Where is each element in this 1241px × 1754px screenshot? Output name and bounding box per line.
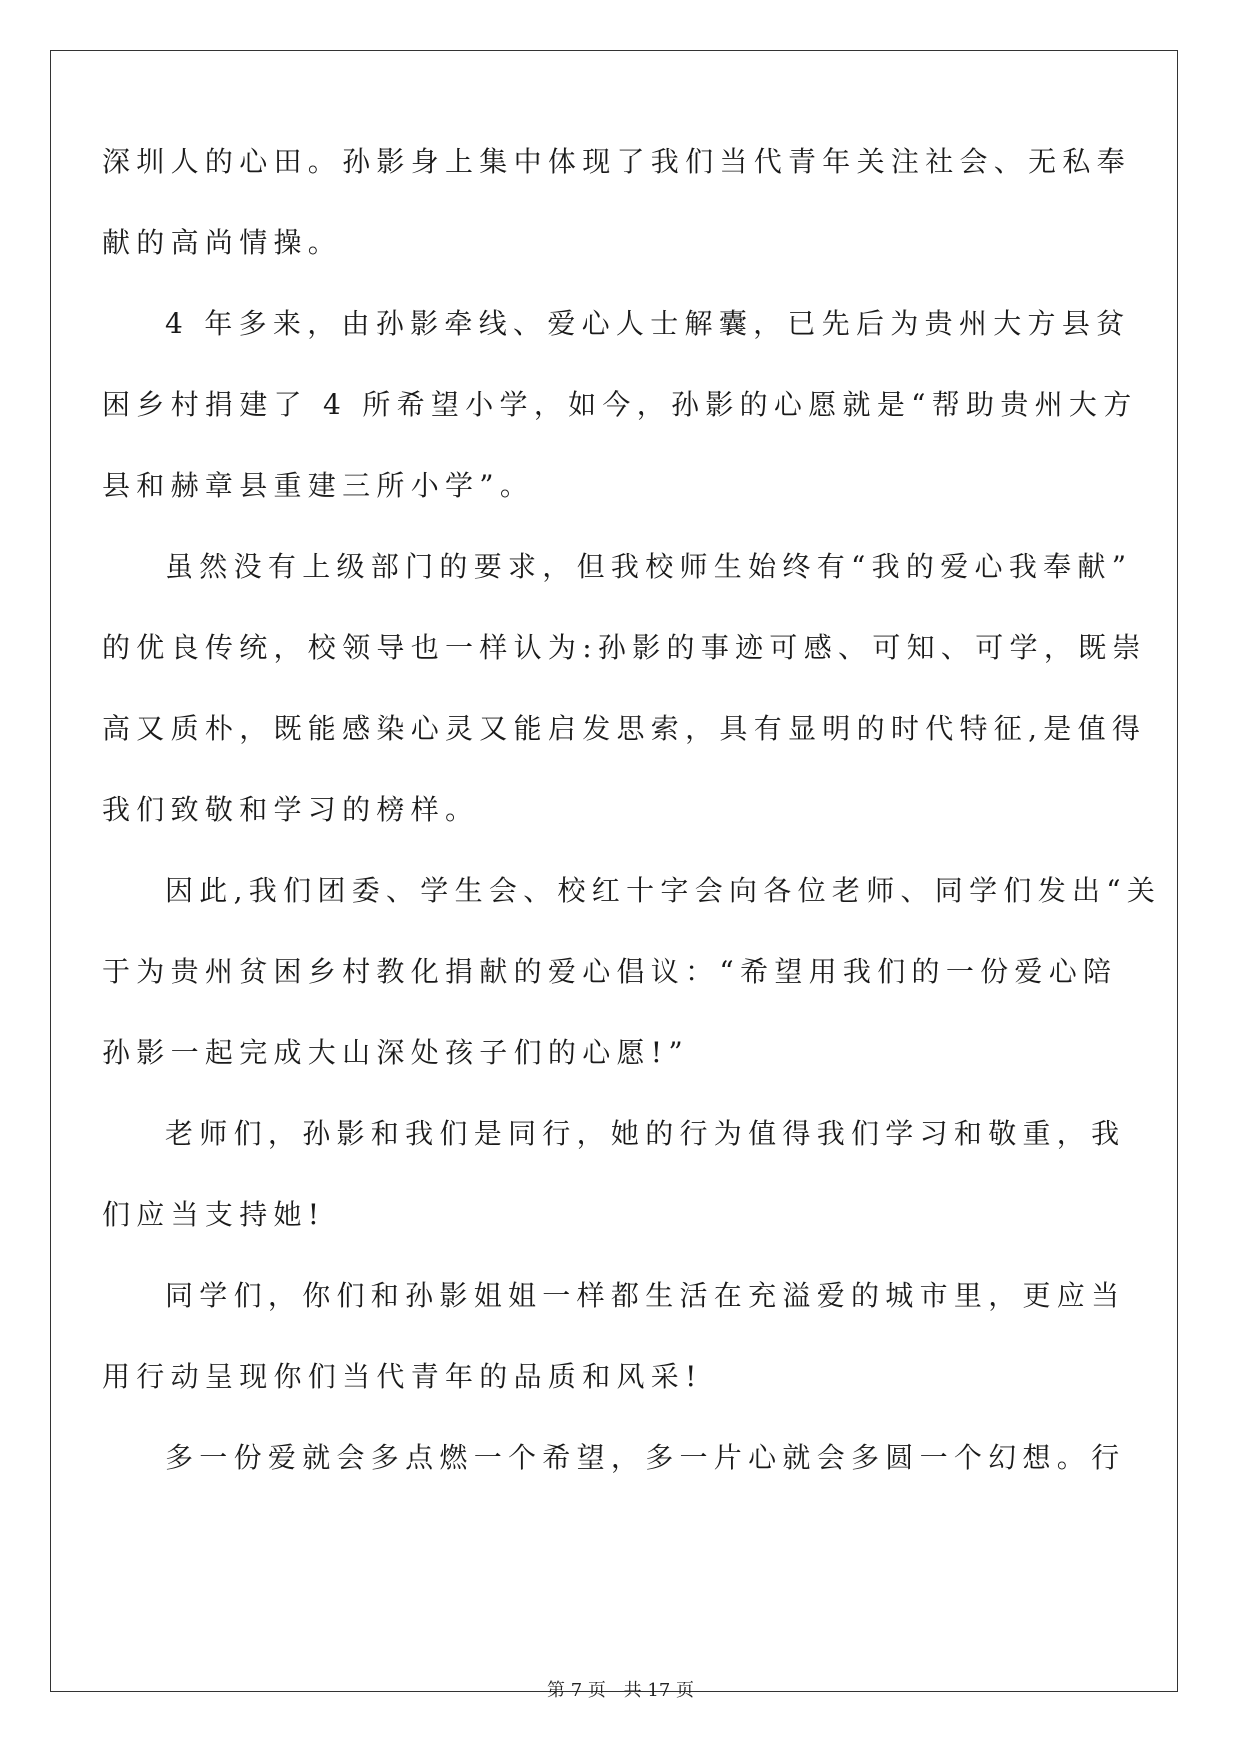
page-footer bbox=[0, 1680, 1241, 1702]
text-line: 困乡村捐建了 4 所希望小学，如今，孙影的心愿就是“帮助贵州大方 bbox=[102, 388, 1138, 421]
page-number: 第 7 页 bbox=[547, 1680, 606, 1701]
text-line: 高又质朴，既能感染心灵又能启发思索，具有显明的时代特征,是值得 bbox=[102, 712, 1147, 745]
text-line: 县和赫章县重建三所小学”。 bbox=[102, 469, 535, 502]
text-line: 于为贵州贫困乡村教化捐献的爱心倡议：“希望用我们的一份爱心陪 bbox=[102, 955, 1118, 988]
text-line: 孙影一起完成大山深处孩子们的心愿!” bbox=[102, 1036, 689, 1069]
page-total: 共 17 页 bbox=[623, 1680, 694, 1701]
text-line: 献的高尚情操。 bbox=[102, 226, 343, 259]
text-line: 用行动呈现你们当代青年的品质和风采! bbox=[102, 1360, 703, 1393]
text-line: 虽然没有上级部门的要求，但我校师生始终有“我的爱心我奉献” bbox=[165, 550, 1133, 583]
text-line: 们应当支持她! bbox=[102, 1198, 326, 1231]
document-body bbox=[102, 142, 1162, 1519]
text-line: 我们致敬和学习的榜样。 bbox=[102, 793, 480, 826]
text-line: 老师们，孙影和我们是同行，她的行为值得我们学习和敬重，我 bbox=[165, 1117, 1126, 1150]
text-line: 4 年多来，由孙影牵线、爱心人士解囊，已先后为贵州大方县贫 bbox=[165, 307, 1131, 340]
text-line: 因此,我们团委、学生会、校红十字会向各位老师、同学们发出“关 bbox=[165, 874, 1162, 907]
text-line: 同学们，你们和孙影姐姐一样都生活在充溢爱的城市里，更应当 bbox=[165, 1279, 1126, 1312]
text-line: 多一份爱就会多点燃一个希望，多一片心就会多圆一个幻想。行 bbox=[165, 1441, 1126, 1474]
text-line: 深圳人的心田。孙影身上集中体现了我们当代青年关注社会、无私奉 bbox=[102, 145, 1132, 178]
text-line: 的优良传统，校领导也一样认为:孙影的事迹可感、可知、可学，既崇 bbox=[102, 631, 1147, 664]
